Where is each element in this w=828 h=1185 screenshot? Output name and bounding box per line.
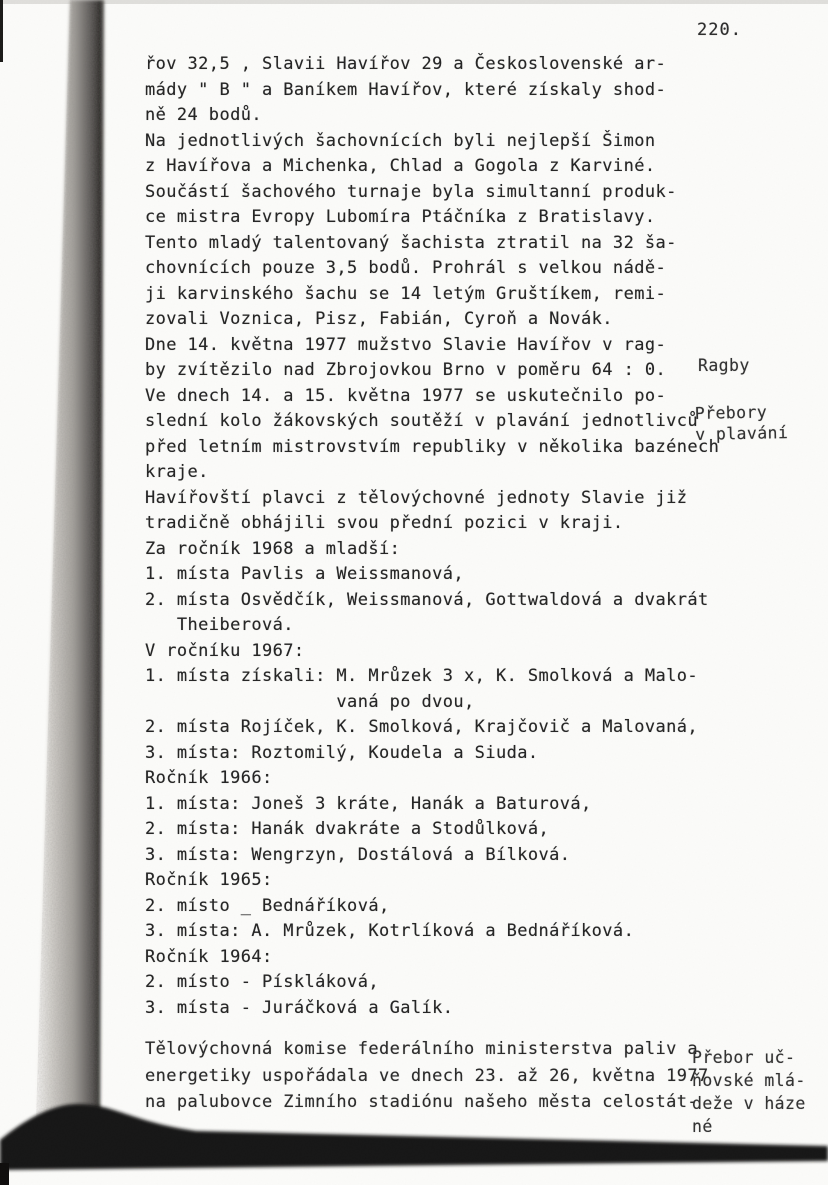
- text-line: 2. místa: Hanák dvakráte a Stodůlková,: [145, 819, 550, 839]
- text-line: 2. místo - Pískláková,: [145, 972, 379, 992]
- text-line: Tělovýchovná komise federálního ministerstva paliv a: [145, 1039, 699, 1059]
- text-line: Ročník 1966:: [145, 768, 273, 788]
- margin-note-line: Ragby: [698, 356, 750, 375]
- text-line: 2. místa Osvědčík, Weissmanová, Gottwaldová a dvakrát: [145, 589, 709, 610]
- text-line: z Havířova a Michenka, Chlad a Gogola z Karviné.: [145, 156, 656, 176]
- margin-note-line: v plavání: [695, 423, 789, 444]
- margin-note-line: né: [692, 1117, 713, 1136]
- text-line: tradičně obhájili svou přední pozici v kraji.: [145, 513, 624, 533]
- margin-note-line: Přebor uč-: [692, 1048, 796, 1067]
- text-line: V ročníku 1967:: [145, 640, 305, 661]
- text-line: kraje.: [145, 462, 209, 482]
- text-line: řov 32,5 , Slavii Havířov 29 a Československé ar-: [145, 54, 667, 74]
- text-line: zovali Voznica, Pisz, Fabián, Cyroň a Novák.: [145, 309, 613, 329]
- text-line: chovnících pouze 3,5 bodů. Prohrál s velkou nádě-: [145, 258, 667, 278]
- text-line: ji karvinského šachu se 14 letým Gruštíkem, remi-: [145, 283, 667, 304]
- text-line: 2. místo _ Bednáříková,: [145, 895, 390, 916]
- text-line: na palubovce Zimního stadiónu našeho města celostát-: [145, 1092, 699, 1112]
- text-line: Dne 14. května 1977 mužstvo Slavie Havířov v rag-: [145, 334, 667, 355]
- text-line: energetiky uspořádala ve dnech 23. až 26, května 1977: [145, 1065, 709, 1086]
- text-line: Na jednotlivých šachovnících byli nejlepší Šimon: [145, 130, 656, 151]
- margin-note-line: deže v háze: [692, 1094, 806, 1113]
- text-line: Havířovští plavci z tělovýchovné jednoty Slavie již: [145, 487, 688, 508]
- text-line: ce mistra Evropy Lubomíra Ptáčníka z Bratislavy.: [145, 207, 656, 227]
- text-line: před letním mistrovstvím republiky v několika bazénech: [145, 436, 720, 457]
- text-line: 1. místa Pavlis a Weissmanová,: [145, 564, 465, 584]
- text-line: Ročník 1965:: [145, 870, 273, 890]
- text-line: ně 24 bodů.: [145, 105, 262, 125]
- margin-note-plavani: [695, 401, 789, 445]
- text-line: 3. místa: Wengrzyn, Dostálová a Bílková.: [145, 844, 571, 865]
- text-line: 3. místa - Juráčková a Galík.: [145, 997, 454, 1018]
- text-line: Ve dnech 14. a 15. května 1977 se uskutečnilo po-: [145, 385, 667, 406]
- text-line: Tento mladý talentovaný šachista ztratil na 32 ša-: [145, 232, 677, 253]
- margin-note-hazena: [692, 1046, 824, 1138]
- margin-note-line: Přebory: [694, 402, 768, 423]
- text-line: Ročník 1964:: [145, 946, 273, 967]
- text-line: Theiberová.: [145, 615, 294, 635]
- text-line: 3. místa: A. Mrůzek, Kotrlíková a Bednáříková.: [145, 921, 635, 941]
- text-line: 1. místa: Joneš 3 kráte, Hanák a Baturová,: [145, 793, 592, 814]
- margin-note-ragby: [698, 355, 750, 377]
- text-line: 3. místa: Roztomilý, Koudela a Siuda.: [145, 742, 539, 763]
- footer-paragraph: [145, 1036, 720, 1116]
- text-line: Za ročník 1968 a mladší:: [145, 538, 401, 559]
- text-line: 2. místa Rojíček, K. Smolková, Krajčovič a Malovaná,: [145, 717, 699, 737]
- text-line: Součástí šachového turnaje byla simultanní produk-: [145, 181, 677, 202]
- body-text: [145, 52, 720, 1021]
- page-number: 220.: [697, 20, 742, 40]
- margin-note-line: ňovské mlá-: [692, 1071, 806, 1090]
- text-line: vaná po dvou,: [145, 691, 475, 712]
- text-line: slední kolo žákovských soutěží v plavání jednotlivců: [145, 411, 699, 431]
- text-line: 1. místa získali: M. Mrůzek 3 x, K. Smolková a Malo-: [145, 666, 699, 686]
- text-line: mády " B " a Baníkem Havířov, které získaly shod-: [145, 79, 667, 100]
- text-line: by zvítězilo nad Zbrojovkou Brno v poměru 64 : 0.: [145, 360, 667, 380]
